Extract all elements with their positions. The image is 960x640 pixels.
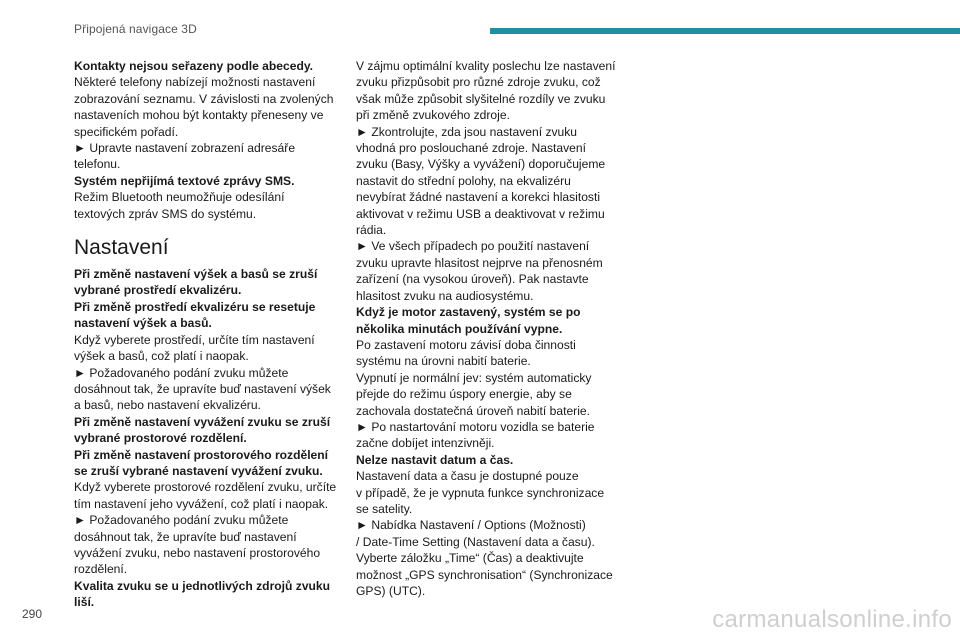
- bold-text-line: několika minutách používání vypne.: [356, 321, 563, 336]
- bold-text-line: nastavení výšek a basů.: [74, 316, 212, 331]
- text-line: Když vyberete prostorové rozdělení zvuku, určíte: [74, 480, 337, 495]
- bold-text-line: Při změně nastavení prostorového rozdělení: [74, 447, 329, 462]
- text-line: ► Zkontrolujte, zda jsou nastavení zvuku: [356, 124, 578, 139]
- text-line: ► Upravte nastavení zobrazení adresáře: [74, 141, 296, 156]
- text-line: zachovala dostatečná úroveň nabití baterie.: [356, 403, 590, 418]
- text-line: / Date-Time Setting (Nastavení data a času).: [356, 534, 595, 549]
- bold-text-line: Kontakty nejsou seřazeny podle abecedy.: [74, 59, 314, 73]
- bold-text-line: se zruší vybrané nastavení vyvážení zvuku.: [74, 463, 323, 478]
- text-line: ► Požadovaného podání zvuku můžete: [74, 513, 289, 528]
- right-text-column: [356, 58, 624, 599]
- text-line: zvuku upravte hlasitost nejprve na přenosném: [356, 255, 603, 270]
- text-line: a basů, nebo nastavení ekvalizéru.: [74, 398, 261, 413]
- text-line: V zájmu optimální kvality poslechu lze nastavení: [356, 59, 616, 73]
- text-line: specifickém pořadí.: [74, 124, 179, 139]
- text-line: zvuku (Basy, Výšky a vyvážení) doporučujeme: [356, 157, 606, 172]
- section-heading: Nastavení: [74, 236, 169, 260]
- text-line: aktivovat v režimu USB a deaktivovat v režimu: [356, 206, 605, 221]
- text-line: přejde do režimu úspory energie, aby se: [356, 387, 572, 402]
- text-line: při změně zvukového zdroje.: [356, 108, 510, 123]
- text-line: se satelity.: [356, 501, 413, 516]
- text-line: Některé telefony nabízejí možnosti nastavení: [74, 75, 316, 90]
- text-line: Po zastavení motoru závisí doba činnosti: [356, 337, 576, 352]
- text-line: textových zpráv SMS do systému.: [74, 206, 257, 221]
- left-text-column: [74, 58, 346, 611]
- text-line: rádia.: [356, 223, 387, 238]
- text-line: ► Požadovaného podání zvuku můžete: [74, 365, 289, 380]
- text-line: však může způsobit slyšitelné rozdíly ve zvuku: [356, 91, 606, 106]
- text-line: zařízení (na vysokou úroveň). Pak nastavte: [356, 272, 589, 287]
- text-line: ► Nabídka Nastavení / Options (Možnosti): [356, 518, 586, 533]
- text-line: vyvážení zvuku, nebo nastavení prostorového: [74, 545, 321, 560]
- text-line: ► Ve všech případech po použití nastavení: [356, 239, 590, 254]
- bold-text-line: liší.: [74, 595, 95, 610]
- text-line: vhodná pro poslouchané zdroje. Nastavení: [356, 141, 586, 156]
- watermark-text: carmanualsonline.info: [712, 606, 952, 633]
- text-line: rozdělení.: [74, 562, 128, 577]
- text-line: Vypnutí je normální jev: systém automaticky: [356, 370, 592, 385]
- bold-text-line: Systém nepřijímá textové zprávy SMS.: [74, 173, 295, 188]
- text-line: zvuku přizpůsobit pro různé zdroje zvuku, což: [356, 75, 601, 90]
- bold-text-line: Nelze nastavit datum a čas.: [356, 452, 514, 467]
- running-header-title: Připojená navigace 3D: [74, 22, 197, 36]
- text-line: nevybírat žádné nastavení a korekci hlasitosti: [356, 190, 601, 205]
- bold-text-line: vybrané prostorové rozdělení.: [74, 431, 247, 446]
- text-line: v případě, že je vypnuta funkce synchronizace: [356, 485, 605, 500]
- bold-text-line: Když je motor zastavený, systém se po: [356, 305, 581, 320]
- text-line: hlasitost zvuku na audiosystému.: [356, 288, 534, 303]
- text-line: GPS) (UTC).: [356, 584, 426, 598]
- bold-text-line: Při změně prostředí ekvalizéru se resetuje: [74, 299, 316, 314]
- text-line: začne dobíjet intenzivněji.: [356, 436, 495, 451]
- text-line: zobrazování seznamu. V závislosti na zvolených: [74, 91, 334, 106]
- text-line: Vyberte záložku „Time“ (Čas) a deaktivujte: [356, 551, 584, 566]
- bold-text-line: Při změně nastavení vyvážení zvuku se zruší: [74, 414, 331, 429]
- text-line: nastavit do střední polohy, na ekvalizéru: [356, 173, 571, 188]
- text-line: Když vyberete prostředí, určíte tím nastavení: [74, 332, 315, 347]
- page-number: 290: [22, 607, 43, 621]
- bold-text-line: vybrané prostředí ekvalizéru.: [74, 283, 242, 298]
- bold-text-line: Při změně nastavení výšek a basů se zruší: [74, 267, 318, 282]
- text-line: nastaveních mohou být kontakty přeneseny ve: [74, 108, 324, 123]
- bold-text-line: Kvalita zvuku se u jednotlivých zdrojů zvuku: [74, 578, 331, 593]
- text-line: systému na úrovni nabití baterie.: [356, 354, 531, 369]
- text-line: výšek a basů, což platí i naopak.: [74, 349, 249, 364]
- text-line: telefonu.: [74, 157, 121, 172]
- text-line: Režim Bluetooth neumožňuje odesílání: [74, 190, 285, 205]
- text-line: ► Po nastartování motoru vozidla se baterie: [356, 419, 595, 434]
- text-line: Nastavení data a času je dostupné pouze: [356, 469, 579, 484]
- text-line: možnost „GPS synchronisation“ (Synchronizace: [356, 567, 613, 582]
- text-line: dosáhnout tak, že upravíte buď nastavení: [74, 529, 297, 544]
- text-line: tím nastavení jeho vyvážení, což platí i naopak.: [74, 496, 329, 511]
- text-line: dosáhnout tak, že upravíte buď nastavení výšek: [74, 381, 331, 396]
- header-accent-bar: [490, 28, 960, 34]
